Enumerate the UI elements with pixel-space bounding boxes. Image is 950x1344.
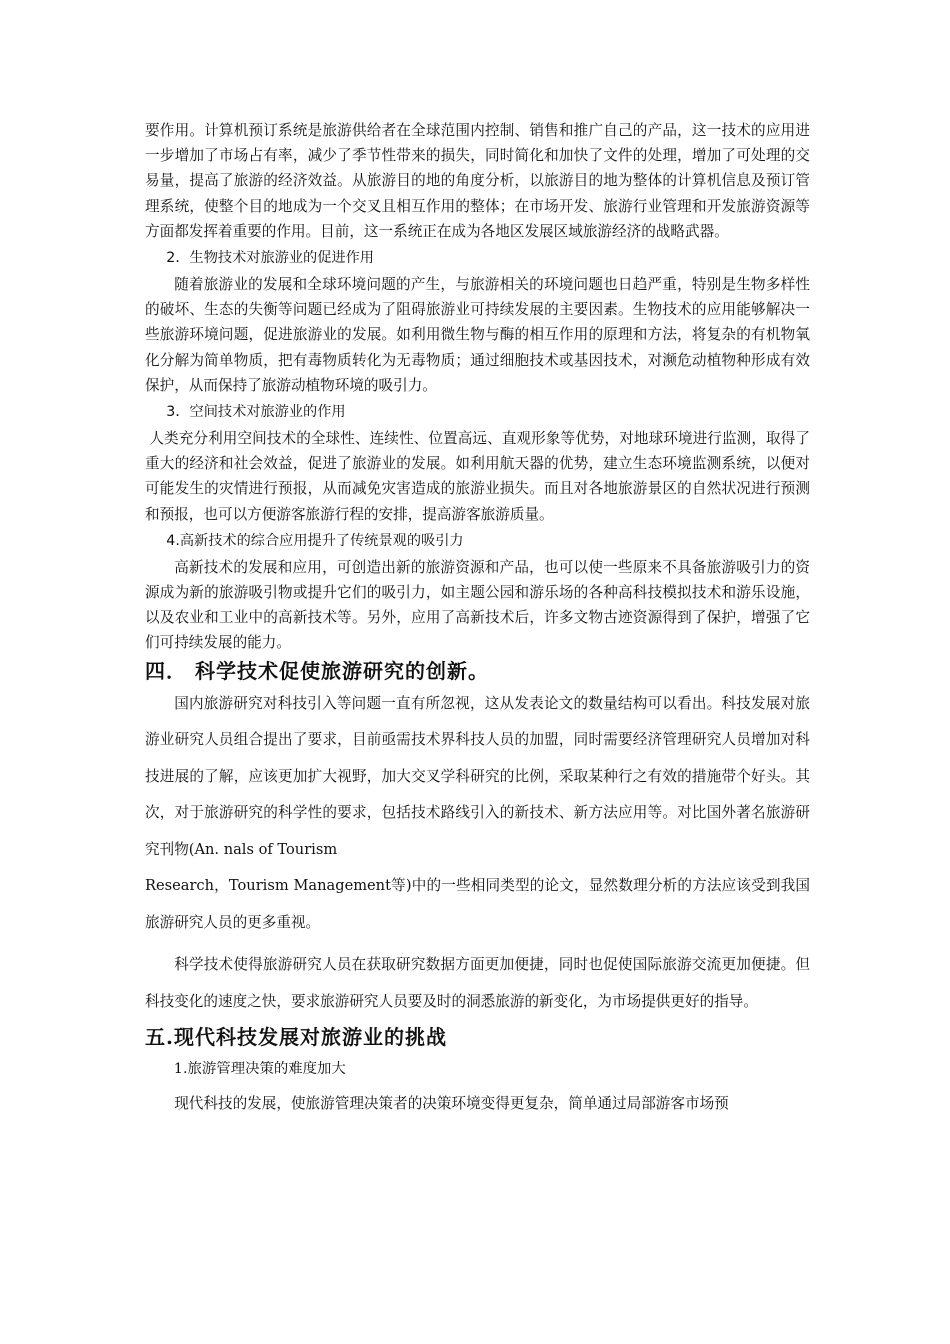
heading-space-tech: 3．空间技术对旅游业的作用 xyxy=(166,404,346,421)
paragraph-research-innovation-cont: Research，Tourism Management等)中的一些相同类型的论文，显然数理分析的方法应该受到我国旅游研究人员的更多重视。 xyxy=(145,877,810,931)
paragraph-research-convenience: 科学技术使得旅游研究人员在获取研究数据方面更加便捷，同时也促使国际旅游交流更加便捷。但科技变化的速度之快，要求旅游研究人员要及时的洞悉旅游的新变化，为市场提供更好的指导。 xyxy=(145,956,810,1010)
paragraph-hightech: 高新技术的发展和应用，可创造出新的旅游资源和产品，也可以使一些原来不具备旅游吸引力的资源成为新的旅游吸引物或提升它们的吸引力，如主题公园和游乐场的各种高科技模拟技术和游乐设施，以及农业和工业中的高新技术等。另外，应用了高新技术后，许多文物古迹资源得到了保护，增强了它们可持续发展的能力。 xyxy=(145,558,810,652)
document-body xyxy=(145,118,810,1123)
heading-management-decision: 1.旅游管理决策的难度加大 xyxy=(173,1061,346,1078)
section-heading-five: 五.现代科技发展对旅游业的挑战 xyxy=(145,1025,447,1050)
paragraph-management-decision: 现代科技的发展，使旅游管理决策者的决策环境变得更复杂，简单通过局部游客市场预 xyxy=(174,1095,729,1113)
paragraph-research-innovation: 国内旅游研究对科技引入等问题一直有所忽视，这从发表论文的数量结构可以看出。科技发展对旅游业研究人员组合提出了要求，目前亟需技术界科技人员的加盟，同时需要经济管理研究人员增加对科技进展的了解，应该更加扩大视野，加大交叉学科研究的比例，采取某种行之有效的措施带个好头。其次，对于旅游研究的科学性的要求，包括技术路线引入的新技术、新方法应用等。对比国外著名旅游研究刊物(An. nals of Tourism xyxy=(145,694,810,858)
heading-hightech: 4.高新技术的综合应用提升了传统景观的吸引力 xyxy=(166,532,464,549)
paragraph-computer-reservation: 要作用。计算机预订系统是旅游供给者在全球范围内控制、销售和推广自己的产品，这一技术的应用进一步增加了市场占有率，减少了季节性带来的损失，同时简化和加快了文件的处理，增加了可处理的交易量，提高了旅游的经济效益。从旅游目的地的角度分析，以旅游目的地为整体的计算机信息及预订管理系统，使整个目的地成为一个交叉且相互作用的整体；在市场开发、旅游行业管理和开发旅游资源等方面都发挥着重要的作用。目前，这一系统正在成为各地区发展区域旅游经济的战略武器。 xyxy=(145,122,810,240)
paragraph-biotech: 随着旅游业的发展和全球环境问题的产生，与旅游相关的环境问题也日趋严重，特别是生物多样性的破坏、生态的失衡等问题已经成为了阻碍旅游业可持续发展的主要因素。生物技术的应用能够解决一些旅游环境问题，促进旅游业的发展。如利用微生物与酶的相互作用的原理和方法，将复杂的有机物氧化分解为简单物质，把有毒物质转化为无毒物质；通过细胞技术或基因技术，对濒危动植物种形成有效保护，从而保持了旅游动植物环境的吸引力。 xyxy=(145,276,810,394)
section-heading-four: 四． 科学技术促使旅游研究的创新。 xyxy=(145,658,489,683)
heading-biotech: 2．生物技术对旅游业的促进作用 xyxy=(166,250,374,267)
paragraph-space-tech: 人类充分利用空间技术的全球性、连续性、位置高远、直观形象等优势，对地球环境进行监测，取得了重大的经济和社会效益，促进了旅游业的发展。如利用航天器的优势，建立生态环境监测系统，以便对可能发生的灾情进行预报，从而减免灾害造成的旅游业损失。而且对各地旅游景区的自然状况进行预测和预报，也可以方便游客旅游行程的安排，提高游客旅游质量。 xyxy=(145,430,810,523)
